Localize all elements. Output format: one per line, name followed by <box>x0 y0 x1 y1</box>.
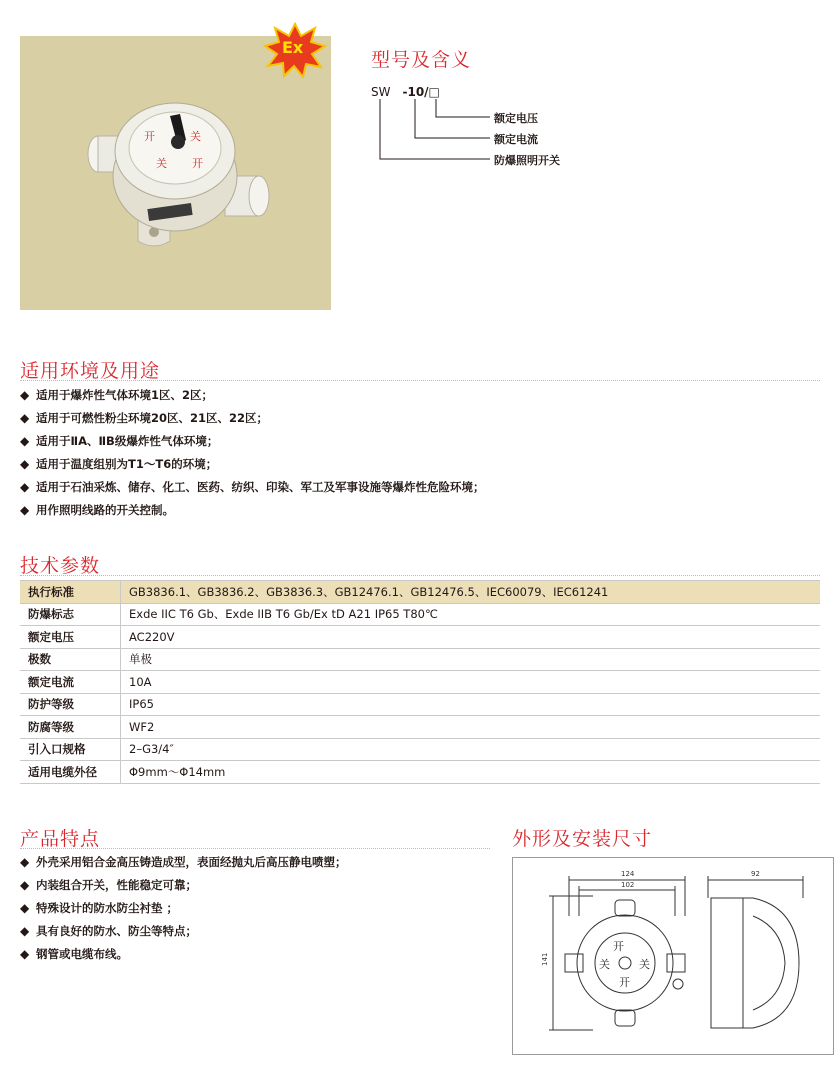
diamond-bullet-icon: ◆ <box>20 457 30 471</box>
list-item: ◆ 具有良好的防水、防尘等特点； <box>20 920 347 943</box>
features-title: 产品特点 <box>20 828 101 850</box>
dimension-92: 92 <box>751 870 760 878</box>
model-code-box: □ <box>428 85 440 99</box>
list-item: ◆ 内装组合开关，性能稳定可靠； <box>20 874 347 897</box>
table-row: 执行标准 GB3836.1、GB3836.2、GB3836.3、GB12476.1、GB12476.5、IEC60079、IEC61241 <box>20 581 820 604</box>
table-row: 防腐等级 WF2 <box>20 716 820 739</box>
model-label-voltage: 额定电压 <box>494 112 538 125</box>
model-label-type: 防爆照明开关 <box>494 154 560 167</box>
list-item: ◆ 适用于温度组别为T1～T6的环境； <box>20 453 485 476</box>
knob-label-on: 开 <box>613 940 624 953</box>
svg-text:开: 开 <box>192 157 203 170</box>
knob-label-off-2: 关 <box>639 958 650 971</box>
table-row: 适用电缆外径 Φ9mm～Φ14mm <box>20 761 820 784</box>
table-row: 额定电压 AC220V <box>20 626 820 649</box>
model-code-suffix: -10/ <box>402 85 429 99</box>
list-item: ◆ 适用于ⅡA、ⅡB级爆炸性气体环境； <box>20 430 485 453</box>
diamond-bullet-icon: ◆ <box>20 924 30 938</box>
model-label-current: 额定电流 <box>494 133 538 146</box>
ex-badge-text: Ex <box>282 38 304 57</box>
dimensions-title: 外形及安装尺寸 <box>512 828 653 850</box>
svg-text:关: 关 <box>156 157 167 170</box>
diamond-bullet-icon: ◆ <box>20 480 30 494</box>
model-connector-lines <box>370 95 500 165</box>
ex-badge <box>263 22 327 78</box>
specs-title: 技术参数 <box>20 555 101 577</box>
specs-table <box>20 580 820 784</box>
environment-divider <box>20 380 820 381</box>
list-item: ◆ 特殊设计的防水防尘衬垫 ； <box>20 897 347 920</box>
table-row: 引入口规格 2–G3/4″ <box>20 738 820 761</box>
list-item: ◆ 钢管或电缆布线。 <box>20 943 347 966</box>
specs-divider <box>20 575 820 576</box>
diamond-bullet-icon: ◆ <box>20 388 30 402</box>
svg-text:关: 关 <box>190 130 201 143</box>
table-row: 防护等级 IP65 <box>20 693 820 716</box>
dimension-drawing-svg <box>513 858 833 1054</box>
knob-label-on-2: 开 <box>619 976 630 989</box>
diamond-bullet-icon: ◆ <box>20 434 30 448</box>
list-item: ◆ 适用于石油采炼、储存、化工、医药、纺织、印染、军工及军事设施等爆炸性危险环境； <box>20 476 485 499</box>
list-item: ◆ 适用于可燃性粉尘环境20区、21区、22区； <box>20 407 485 430</box>
dimension-drawing <box>512 857 834 1055</box>
environment-list <box>20 384 485 522</box>
diamond-bullet-icon: ◆ <box>20 947 30 961</box>
features-divider <box>20 848 490 849</box>
knob-label-off: 关 <box>599 958 610 971</box>
features-list <box>20 851 347 966</box>
diamond-bullet-icon: ◆ <box>20 411 30 425</box>
list-item: ◆ 外壳采用铝合金高压铸造成型，表面经抛丸后高压静电喷塑； <box>20 851 347 874</box>
diamond-bullet-icon: ◆ <box>20 901 30 915</box>
model-code-prefix: SW <box>371 85 391 99</box>
table-row: 极数 单极 <box>20 648 820 671</box>
list-item: ◆ 适用于爆炸性气体环境1区、2区； <box>20 384 485 407</box>
list-item: ◆ 用作照明线路的开关控制。 <box>20 499 485 522</box>
diamond-bullet-icon: ◆ <box>20 503 30 517</box>
environment-title: 适用环境及用途 <box>20 360 161 382</box>
dimension-141: 141 <box>541 952 549 966</box>
table-row: 防爆标志 Exde IIC T6 Gb、Exde IIB T6 Gb/Ex tD A21 IP65 T80℃ <box>20 603 820 626</box>
diamond-bullet-icon: ◆ <box>20 855 30 869</box>
dimension-124: 124 <box>621 870 635 878</box>
svg-text:开: 开 <box>144 130 155 143</box>
model-title: 型号及含义 <box>371 49 472 71</box>
diamond-bullet-icon: ◆ <box>20 878 30 892</box>
table-row: 额定电流 10A <box>20 671 820 694</box>
dimension-102: 102 <box>621 881 635 889</box>
